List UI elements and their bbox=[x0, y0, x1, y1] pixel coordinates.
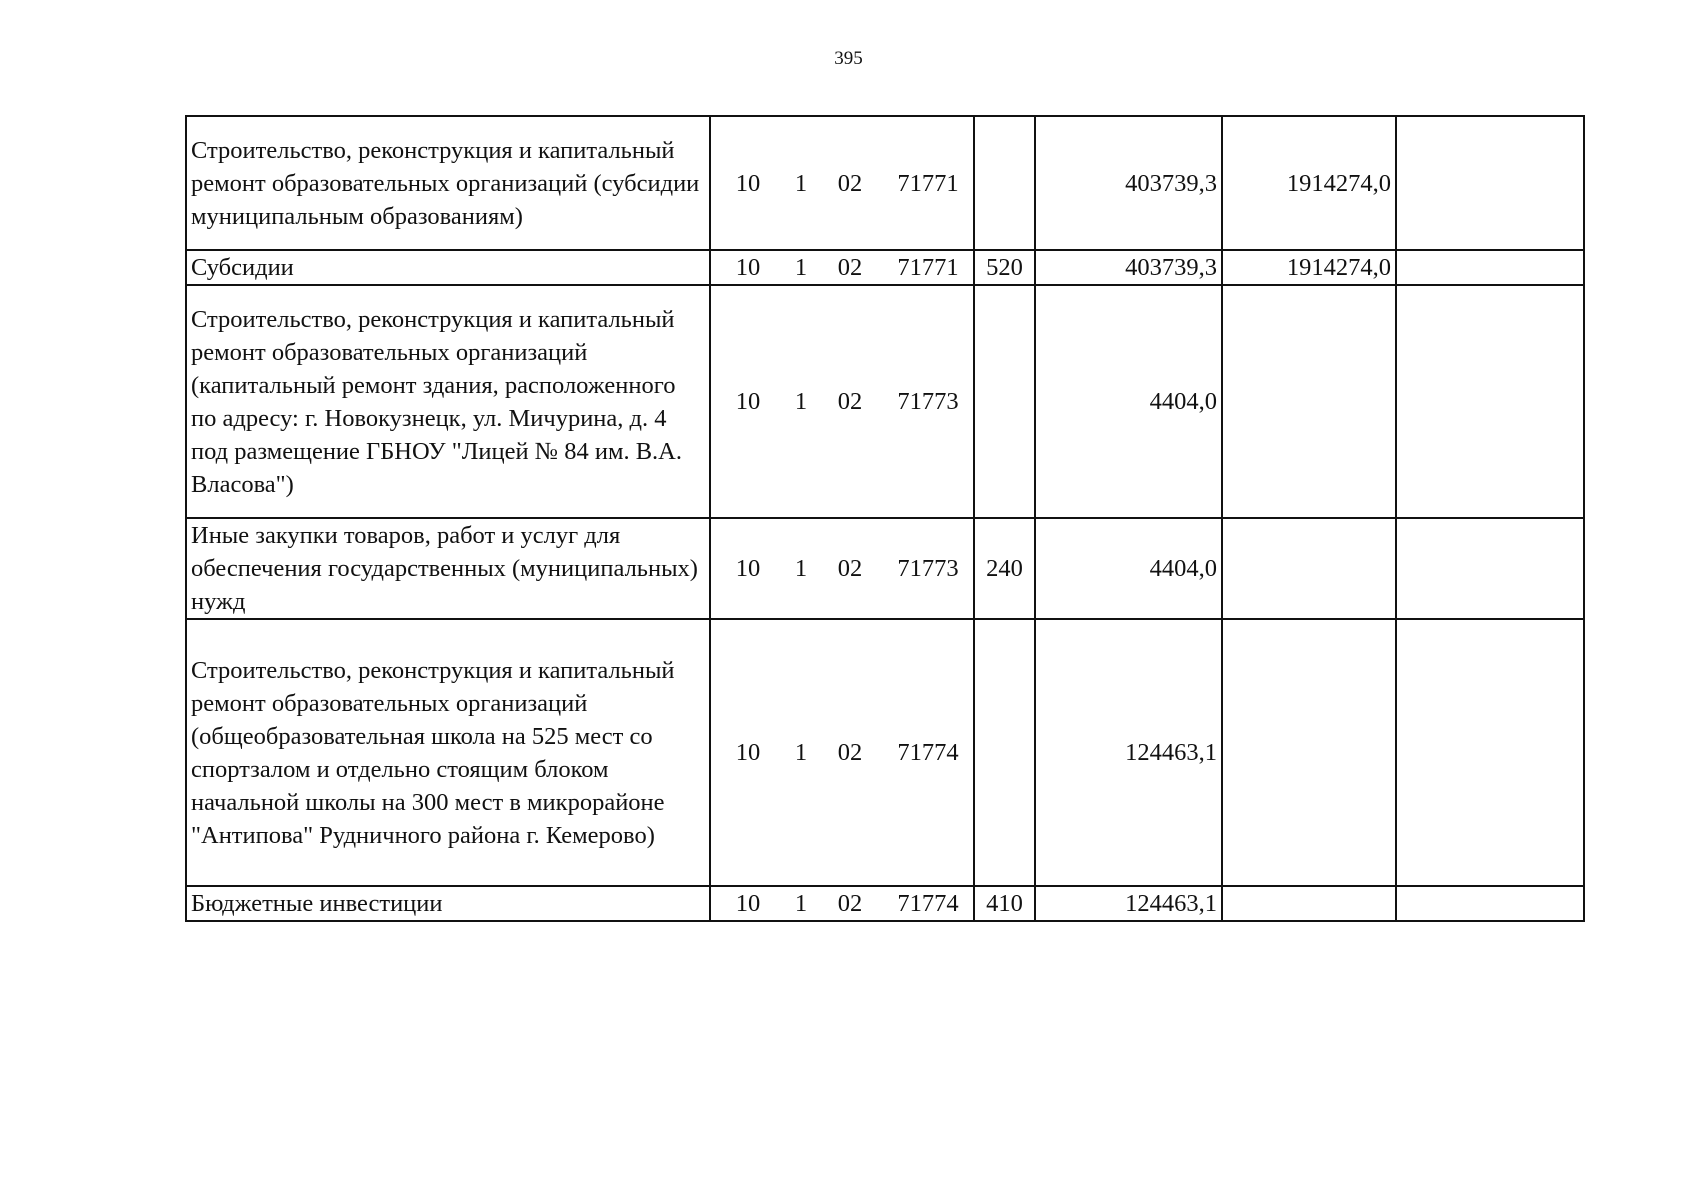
amount-cell-3 bbox=[1396, 285, 1584, 518]
amount-cell-1: 124463,1 bbox=[1035, 619, 1222, 886]
amount-cell-2 bbox=[1222, 518, 1396, 619]
classification-codes-cell bbox=[710, 518, 974, 619]
direction-code: 71771 bbox=[897, 169, 959, 197]
amount-cell-1: 4404,0 bbox=[1035, 285, 1222, 518]
program-code: 1 bbox=[794, 254, 808, 281]
program-code: 1 bbox=[794, 555, 808, 582]
expense-type-cell: 410 bbox=[974, 886, 1035, 921]
direction-code: 71773 bbox=[897, 388, 959, 415]
expense-type-cell: 240 bbox=[974, 518, 1035, 619]
amount-cell-2: 1914274,0 bbox=[1222, 116, 1396, 250]
expense-type-cell bbox=[974, 619, 1035, 886]
section-code: 10 bbox=[735, 169, 761, 197]
classification-codes-cell bbox=[710, 285, 974, 518]
classification-codes-cell bbox=[710, 250, 974, 285]
amount-cell-1: 403739,3 bbox=[1035, 116, 1222, 250]
amount-cell-3 bbox=[1396, 116, 1584, 250]
amount-cell-1: 4404,0 bbox=[1035, 518, 1222, 619]
classification-codes-cell bbox=[710, 619, 974, 886]
expense-type-cell: 520 bbox=[974, 250, 1035, 285]
budget-table bbox=[185, 115, 1585, 922]
section-code: 10 bbox=[735, 555, 761, 582]
subprogram-code: 02 bbox=[837, 739, 863, 766]
table-row bbox=[186, 285, 1584, 518]
classification-codes-cell bbox=[710, 886, 974, 921]
row-name-cell: Строительство, реконструкция и капитальный ремонт образовательных организаций (капитальный ремонт здания, расположенного по адресу: г. Новокузнецк, ул. Мичурина, д. 4 под размещение ГБНОУ "Лицей № 84 им. В.А. Власова") bbox=[186, 285, 710, 518]
amount-cell-2 bbox=[1222, 285, 1396, 518]
table-row bbox=[186, 619, 1584, 886]
subprogram-code: 02 bbox=[837, 388, 863, 415]
direction-code: 71774 bbox=[897, 890, 959, 917]
section-code: 10 bbox=[735, 388, 761, 415]
row-name-cell: Строительство, реконструкция и капитальный ремонт образовательных организаций (общеобразовательная школа на 525 мест со спортзалом и отдельно стоящим блоком начальной школы на 300 мест в микрорайоне "Антипова" Рудничного района г. Кемерово) bbox=[186, 619, 710, 886]
amount-cell-2 bbox=[1222, 886, 1396, 921]
program-code: 1 bbox=[794, 739, 808, 766]
program-code: 1 bbox=[794, 388, 808, 415]
row-name-cell: Бюджетные инвестиции bbox=[186, 886, 710, 921]
amount-cell-3 bbox=[1396, 250, 1584, 285]
row-name-cell: Субсидии bbox=[186, 250, 710, 285]
section-code: 10 bbox=[735, 739, 761, 766]
amount-cell-1: 403739,3 bbox=[1035, 250, 1222, 285]
amount-cell-3 bbox=[1396, 518, 1584, 619]
direction-code: 71774 bbox=[897, 739, 959, 766]
section-code: 10 bbox=[735, 254, 761, 281]
program-code: 1 bbox=[794, 890, 808, 917]
subprogram-code: 02 bbox=[837, 555, 863, 582]
amount-cell-3 bbox=[1396, 619, 1584, 886]
amount-cell-3 bbox=[1396, 886, 1584, 921]
row-name-cell: Строительство, реконструкция и капитальный ремонт образовательных организаций (субсидии муниципальным образованиям) bbox=[186, 116, 710, 250]
table-row bbox=[186, 518, 1584, 619]
classification-codes-cell bbox=[710, 116, 974, 250]
amount-cell-2 bbox=[1222, 619, 1396, 886]
subprogram-code: 02 bbox=[837, 169, 863, 197]
page-number: 395 bbox=[834, 48, 863, 69]
section-code: 10 bbox=[735, 890, 761, 917]
direction-code: 71771 bbox=[897, 254, 959, 281]
amount-cell-1: 124463,1 bbox=[1035, 886, 1222, 921]
expense-type-cell bbox=[974, 285, 1035, 518]
direction-code: 71773 bbox=[897, 555, 959, 582]
amount-cell-2: 1914274,0 bbox=[1222, 250, 1396, 285]
program-code: 1 bbox=[794, 169, 808, 197]
expense-type-cell bbox=[974, 116, 1035, 250]
table-row bbox=[186, 250, 1584, 285]
subprogram-code: 02 bbox=[837, 890, 863, 917]
row-name-cell: Иные закупки товаров, работ и услуг для обеспечения государственных (муниципальных) нужд bbox=[186, 518, 710, 619]
table-row bbox=[186, 886, 1584, 921]
table-body bbox=[186, 116, 1584, 921]
table-row bbox=[186, 116, 1584, 250]
subprogram-code: 02 bbox=[837, 254, 863, 281]
